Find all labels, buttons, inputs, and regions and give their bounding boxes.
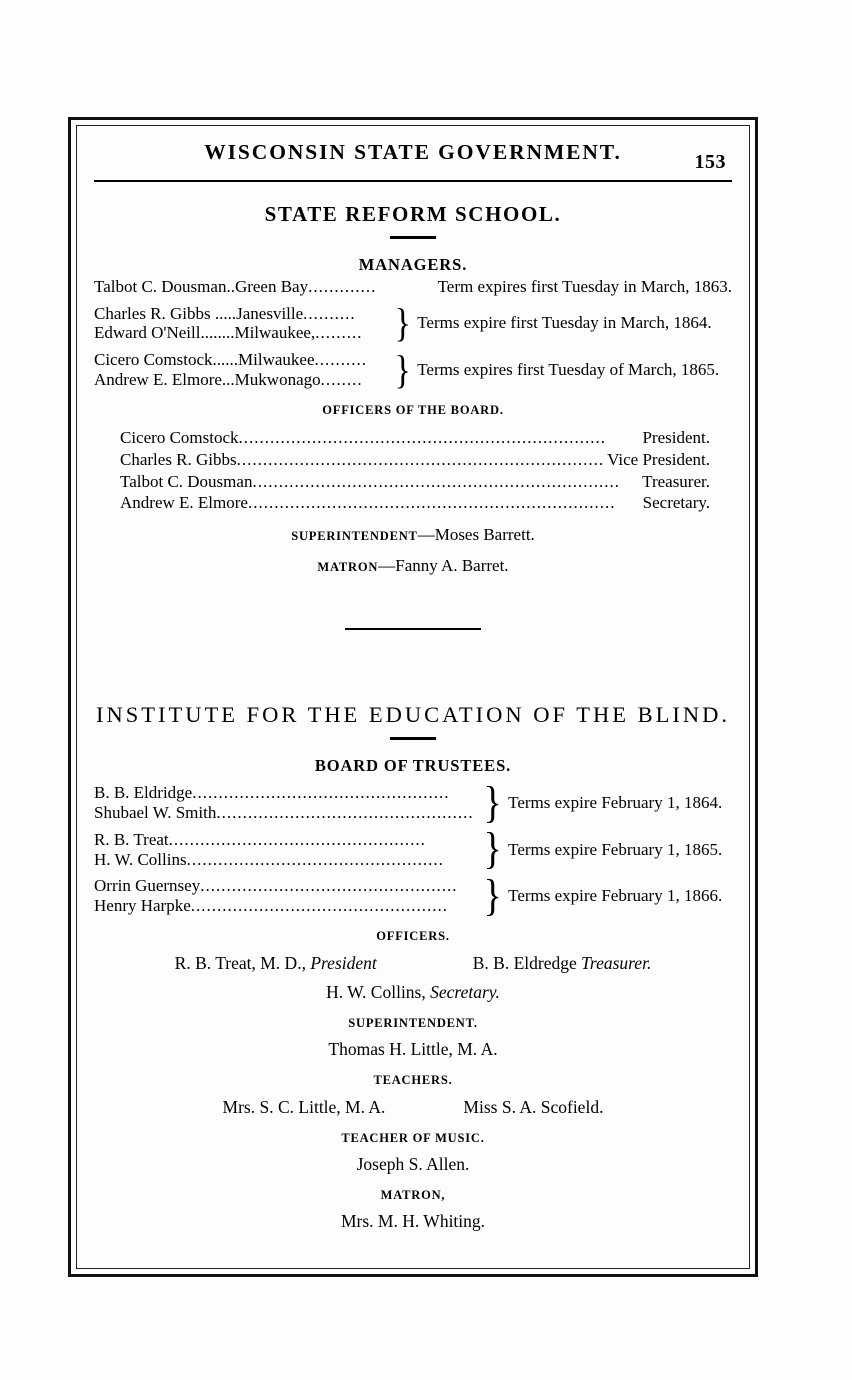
trustee-names (94, 830, 481, 870)
running-head (94, 128, 732, 174)
trustee-row (94, 803, 481, 823)
matron-line (94, 556, 732, 576)
secretary-title: Secretary. (430, 982, 500, 1003)
leader-dots: ................................................. (192, 782, 450, 802)
teachers-row (94, 1097, 732, 1118)
trustee-group (94, 871, 732, 921)
officers-of-board-heading: OFFICERS OF THE BOARD. (322, 403, 504, 418)
manager-names (94, 304, 392, 344)
superintendent-name: Moses Barrett. (434, 525, 535, 545)
trustee-group (94, 824, 732, 874)
teachers-heading: TEACHERS. (373, 1073, 453, 1088)
em-dash: — (417, 525, 435, 545)
trustee-row (94, 896, 481, 916)
trustee-group (94, 777, 732, 827)
officer-name: Charles R. Gibbs (120, 449, 237, 469)
manager-name: Talbot C. Dousman..Green Bay (94, 276, 309, 296)
superintendent-line (94, 525, 732, 545)
matron-label: MATRON (317, 560, 379, 575)
treasurer-name: B. B. Eldredge (472, 953, 582, 974)
secretary-name: H. W. Collins, (326, 982, 431, 1003)
manager-name: Charles R. Gibbs .....Janesville (94, 303, 304, 323)
leader-dots: ................................................. (186, 849, 444, 869)
leader-dots: ................................................. (190, 896, 449, 916)
officer-name: Talbot C. Dousman (120, 471, 253, 491)
trustee-name: R. B. Treat (94, 829, 169, 849)
trustee-name: B. B. Eldridge (94, 782, 193, 802)
manager-name: Cicero Comstock......Milwaukee (94, 350, 315, 370)
leader-dots: .......... (314, 350, 367, 370)
trustee-row (94, 850, 481, 870)
manager-name: Andrew E. Elmore...Mukwonago (94, 370, 321, 390)
trustee-name: Shubael W. Smith (94, 802, 217, 822)
section-title-blind-institute: INSTITUTE FOR THE EDUCATION OF THE BLIND. (95, 702, 731, 728)
brace-icon: } (483, 824, 502, 874)
leader-dots: ................................................. (216, 802, 474, 822)
manager-row (94, 350, 392, 370)
manager-term: Term expires first Tuesday in March, 1863. (437, 276, 732, 296)
trustee-row (94, 830, 481, 850)
treasurer-title: Treasurer. (581, 953, 652, 974)
title-rule (390, 737, 436, 740)
manager-name: Edward O'Neill........Milwaukee, (94, 323, 316, 343)
officer-name: Cicero Comstock (120, 428, 239, 448)
title-rule (390, 236, 436, 239)
officer-role: Secretary. (642, 493, 710, 513)
header-rule (94, 180, 732, 182)
matron-name: Fanny A. Barret. (395, 556, 509, 576)
trustee-row (94, 783, 481, 803)
section-gap (94, 576, 732, 628)
leader-dots: ...................................................................... (238, 428, 607, 448)
manager-term: Terms expire first Tuesday in March, 1864. (417, 313, 712, 333)
manager-names (94, 350, 392, 390)
superintendent-name: Thomas H. Little, M. A. (328, 1039, 498, 1060)
officer-row (120, 427, 710, 449)
manager-row (94, 370, 392, 390)
brace-icon: } (394, 346, 411, 392)
brace-icon: } (483, 777, 502, 827)
officers-of-board-list (94, 427, 732, 514)
president-title: President (310, 953, 377, 974)
music-teacher-name: Joseph S. Allen. (356, 1154, 470, 1175)
running-head-title: WISCONSIN STATE GOVERNMENT. (204, 140, 622, 164)
secretary-entry (94, 982, 732, 1003)
manager-row (94, 277, 732, 297)
brace-icon: } (483, 871, 502, 921)
manager-row (94, 323, 392, 343)
trustee-term: Terms expire February 1, 1864. (508, 792, 723, 812)
leader-dots: ................................................. (200, 876, 458, 896)
page-content (82, 128, 744, 1266)
leader-dots: ......... (315, 323, 363, 343)
manager-row (94, 304, 392, 324)
president-name: R. B. Treat, M. D., (174, 953, 311, 974)
teacher-name: Miss S. A. Scofield. (463, 1097, 604, 1118)
leader-dots: ........ (320, 370, 363, 390)
trustee-names (94, 783, 481, 823)
leader-dots: ...................................................................... (252, 471, 620, 491)
officer-role: Vice President. (607, 449, 710, 469)
officer-name: Andrew E. Elmore (120, 493, 248, 513)
officer-role: Treasurer. (642, 471, 710, 491)
matron-name: Mrs. M. H. Whiting. (340, 1211, 486, 1232)
leader-dots: ................................................. (168, 829, 426, 849)
em-dash: — (378, 556, 396, 576)
managers-heading: MANAGERS. (358, 254, 468, 274)
president-entry (175, 953, 377, 974)
brace-icon: } (394, 300, 411, 346)
leader-dots: ...................................................................... (236, 449, 605, 469)
superintendent-label: SUPERINTENDENT (291, 529, 418, 544)
teacher-name: Mrs. S. C. Little, M. A. (222, 1097, 386, 1118)
manager-group (94, 346, 732, 392)
leader-dots: ...................................................................... (247, 493, 616, 513)
treasurer-entry (473, 953, 652, 974)
trustee-name: H. W. Collins (94, 849, 187, 869)
trustee-name: Orrin Guernsey (94, 876, 201, 896)
page-number: 153 (694, 151, 726, 173)
leader-dots: ............. (308, 276, 377, 296)
officers-heading: OFFICERS. (376, 929, 450, 944)
leader-dots: .......... (303, 303, 356, 323)
trustee-row (94, 876, 481, 896)
section-gap (94, 630, 732, 682)
trustee-name: Henry Harpke (94, 896, 191, 916)
superintendent-heading: SUPERINTENDENT. (348, 1016, 478, 1031)
matron-heading: MATRON, (380, 1188, 446, 1203)
trustee-term: Terms expire February 1, 1865. (508, 839, 723, 859)
music-teacher-heading: TEACHER OF MUSIC. (341, 1131, 485, 1146)
trustee-names (94, 876, 481, 916)
officers-row (94, 953, 732, 974)
trustee-term: Terms expire February 1, 1866. (508, 886, 723, 906)
officer-row (120, 471, 710, 493)
manager-term: Terms expires first Tuesday of March, 1865. (417, 360, 720, 380)
officer-row (120, 449, 710, 471)
board-of-trustees-heading: BOARD OF TRUSTEES. (314, 755, 512, 775)
section-title-reform-school: STATE REFORM SCHOOL. (264, 202, 562, 226)
manager-group (94, 300, 732, 346)
officer-role: President. (642, 428, 710, 448)
officer-row (120, 492, 710, 514)
